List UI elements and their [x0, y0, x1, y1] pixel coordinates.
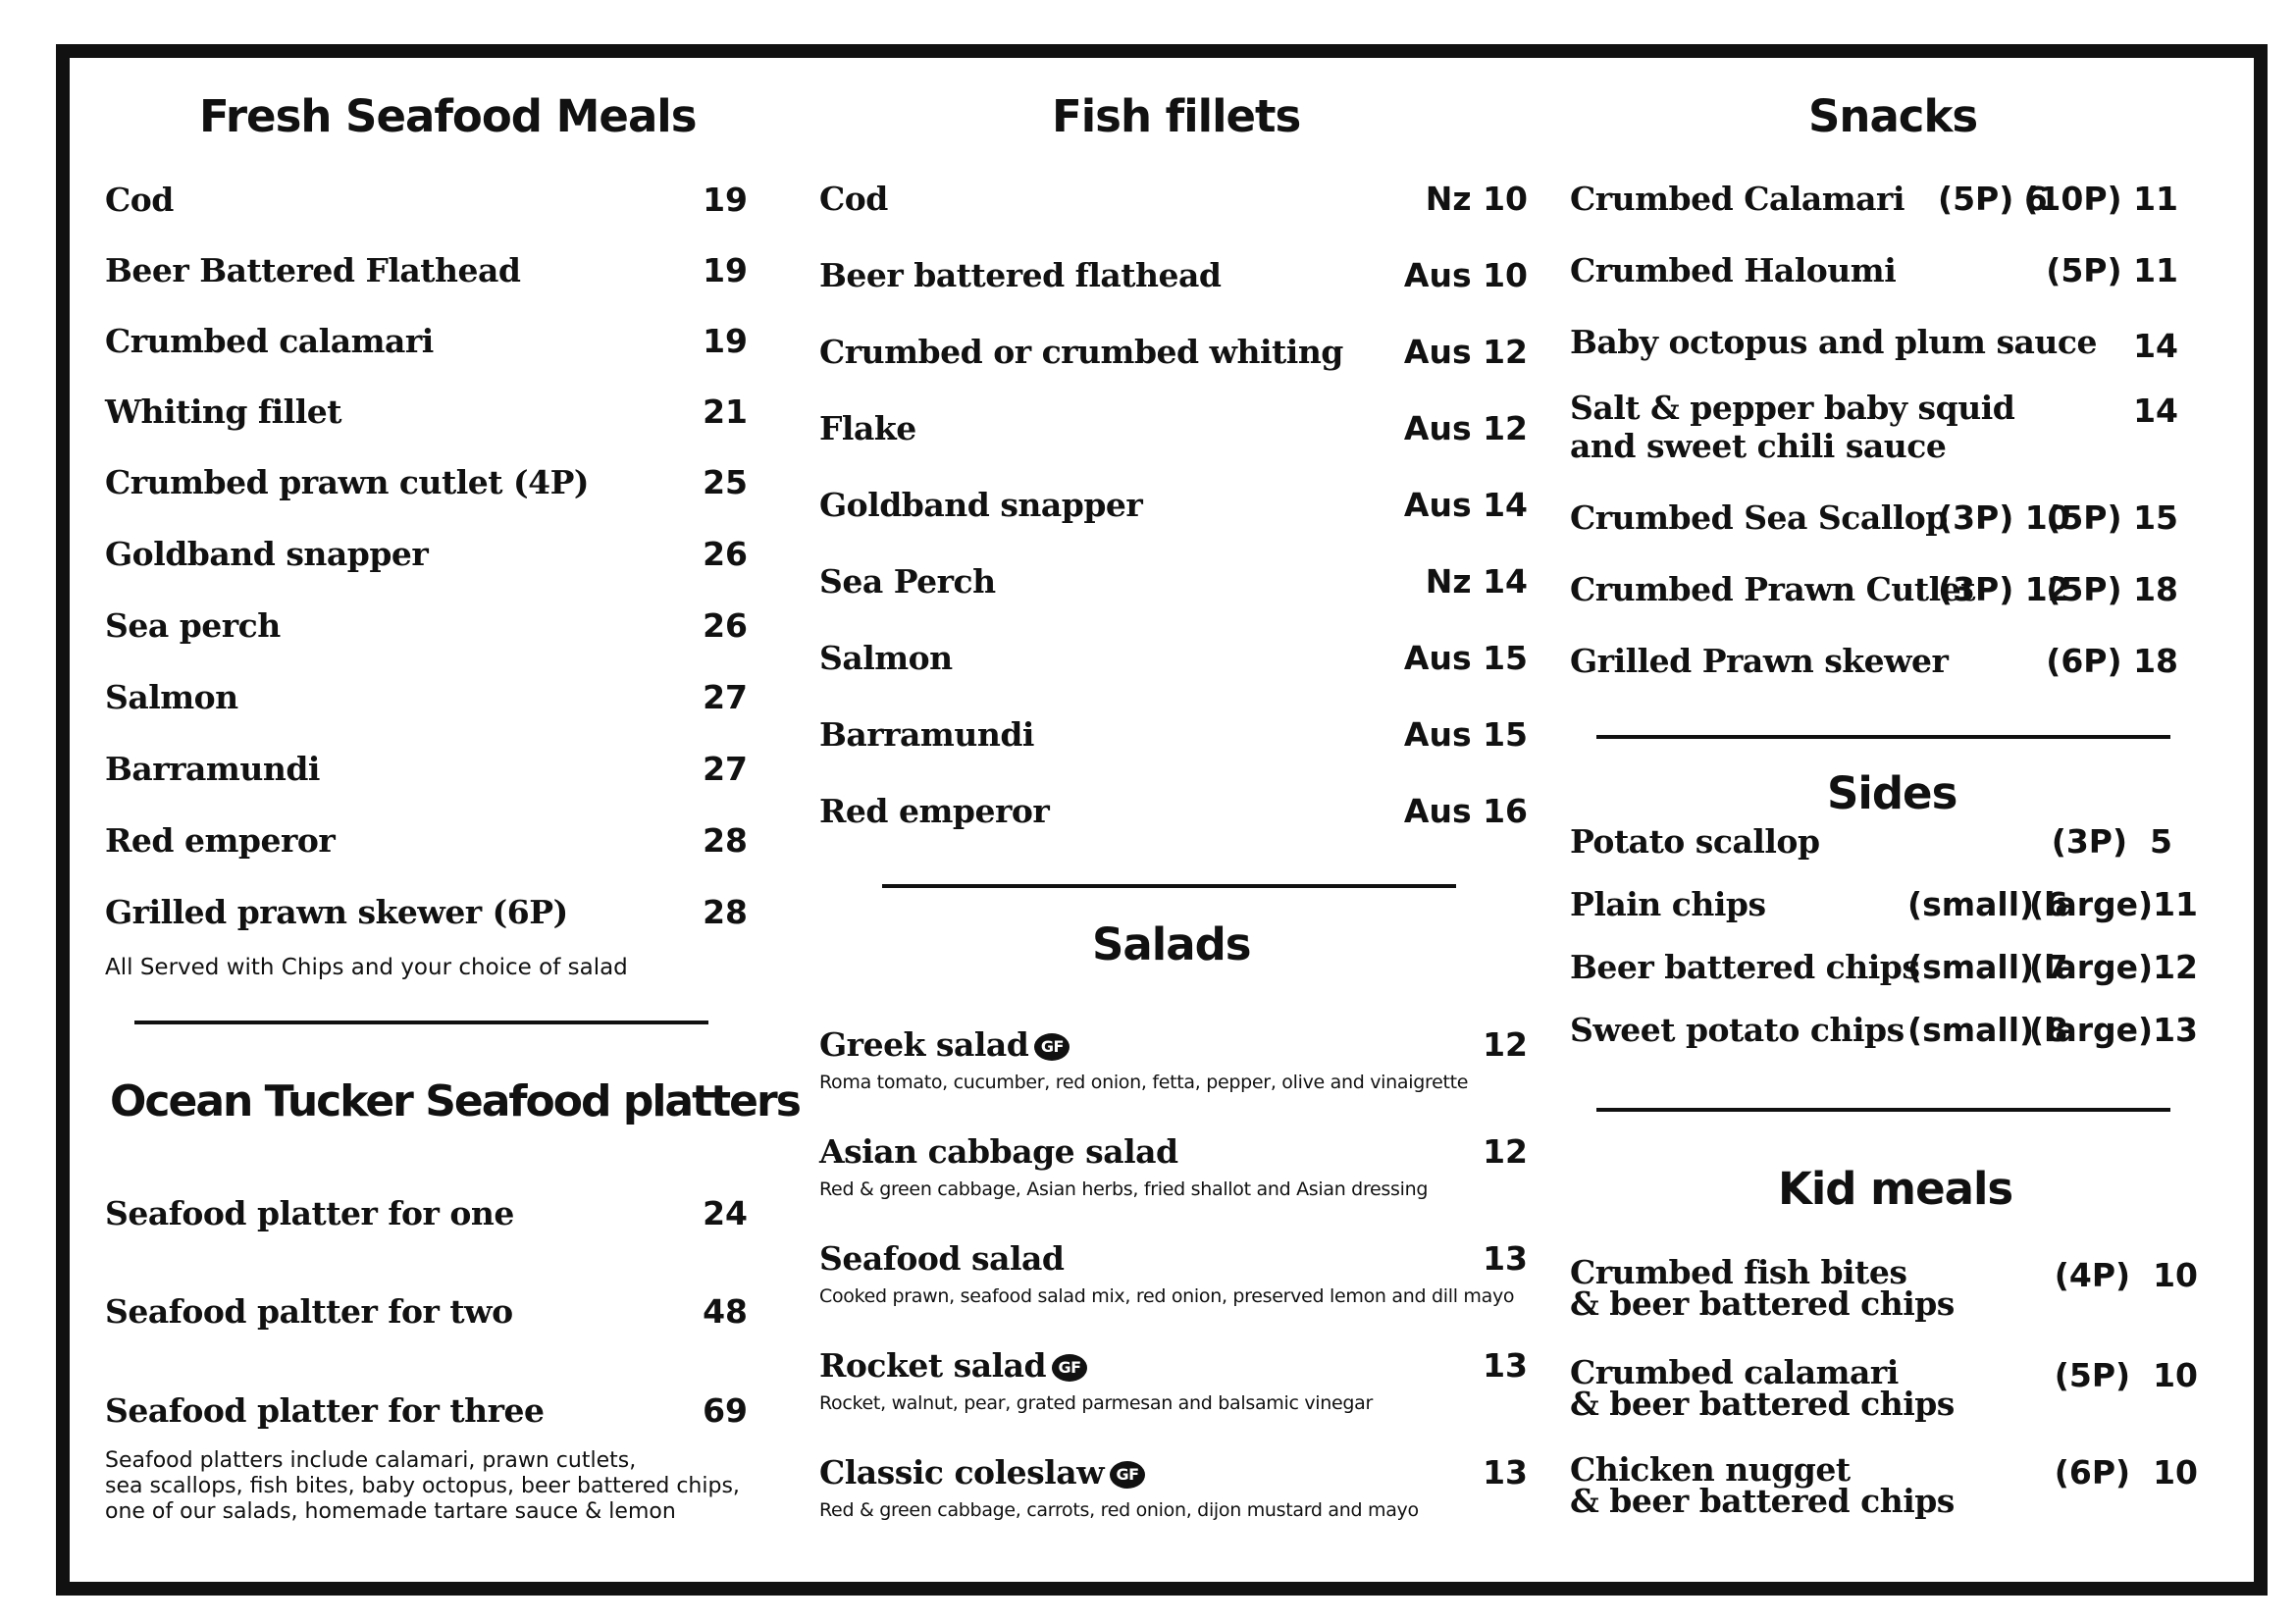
kid-meal-item	[1570, 1253, 2198, 1327]
item-price: Aus 16	[1403, 792, 1528, 830]
item-name: Crumbed or crumbed whiting	[819, 333, 1343, 371]
divider	[134, 1021, 708, 1024]
item-price-small: (small) 7	[1907, 948, 2068, 986]
item-name: Goldband snapper	[105, 535, 429, 573]
side-item	[1570, 1011, 2198, 1060]
menu-item	[819, 715, 1528, 764]
snack-item	[1570, 498, 2178, 548]
divider	[1596, 1108, 2170, 1112]
menu-item	[105, 1391, 748, 1440]
item-name	[819, 1025, 1070, 1064]
item-name: Barramundi	[819, 715, 1034, 754]
menu-item	[105, 1194, 748, 1243]
divider	[882, 884, 1456, 888]
item-price: (6P) 10	[2054, 1453, 2198, 1492]
menu-item	[105, 893, 748, 942]
kid-meal-item	[1570, 1353, 2198, 1427]
item-price-small: (3P) 12	[1938, 570, 2070, 608]
snack-item	[1570, 323, 2178, 372]
item-price: 48	[703, 1292, 748, 1331]
item-price-large: (10P) 11	[2023, 180, 2178, 218]
item-name: Crumbed calamari	[1570, 1353, 1899, 1391]
item-price: 12	[1483, 1132, 1528, 1171]
salad-name: Greek salad	[819, 1025, 1029, 1064]
sides-title: Sides	[1827, 767, 1957, 819]
menu-item	[819, 486, 1528, 535]
salad-description: Cooked prawn, seafood salad mix, red onion, preserved lemon and dill mayo	[819, 1285, 1515, 1307]
item-price: Aus 15	[1403, 715, 1528, 754]
item-price: 14	[2133, 392, 2178, 430]
item-name: Crumbed Sea Scallop	[1570, 498, 1948, 537]
item-price: 28	[703, 821, 748, 860]
item-price-small: (3P) 10	[1938, 498, 2070, 537]
item-price: 69	[703, 1391, 748, 1430]
item-price: Aus 15	[1403, 639, 1528, 677]
item-price-large: (large)11	[2029, 885, 2198, 923]
menu-item	[105, 750, 748, 799]
item-price: (5P) 11	[2046, 251, 2178, 289]
salad-name: Classic coleslaw	[819, 1453, 1104, 1492]
item-price-small: (small) 8	[1907, 1011, 2068, 1049]
item-price: 24	[703, 1194, 748, 1232]
item-price: 19	[703, 322, 748, 360]
item-name: Sea Perch	[819, 562, 996, 601]
salad-description: Roma tomato, cucumber, red onion, fetta, pepper, olive and vinaigrette	[819, 1072, 1469, 1093]
item-price: Nz 14	[1425, 562, 1528, 601]
item-name: Red emperor	[819, 792, 1050, 830]
snack-item	[1570, 251, 2178, 300]
item-name: Baby octopus and plum sauce	[1570, 323, 2097, 361]
salads-title: Salads	[1092, 918, 1251, 970]
item-price-large: (5P) 15	[2046, 498, 2178, 537]
item-name: Salmon	[819, 639, 953, 677]
item-name-line2: & beer battered chips	[1570, 1482, 1955, 1520]
salad-item	[819, 1239, 1528, 1288]
menu-item	[819, 639, 1528, 688]
menu-item	[819, 256, 1528, 305]
item-name: Asian cabbage salad	[819, 1132, 1178, 1171]
platters-title: Ocean Tucker Seafood platters	[110, 1076, 800, 1126]
item-name: Seafood salad	[819, 1239, 1065, 1278]
item-price-small: (5P) 6	[1938, 180, 2048, 218]
item-price: Aus 12	[1403, 409, 1528, 447]
item-name-line2: & beer battered chips	[1570, 1284, 1955, 1323]
item-price: 25	[703, 463, 748, 501]
item-name	[819, 1453, 1145, 1492]
item-name: Sea perch	[105, 606, 281, 645]
item-price: 13	[1483, 1346, 1528, 1385]
menu-item	[105, 181, 748, 230]
item-name-line2: & beer battered chips	[1570, 1385, 1955, 1423]
menu-item	[819, 792, 1528, 841]
item-name: Crumbed calamari	[105, 322, 434, 360]
menu-item	[105, 535, 748, 584]
item-name: Red emperor	[105, 821, 336, 860]
item-name: Goldband snapper	[819, 486, 1143, 524]
item-name: Crumbed Calamari	[1570, 180, 1905, 218]
item-name-line2: and sweet chili sauce	[1570, 427, 1947, 465]
item-price: (3P) 5	[2051, 822, 2172, 861]
menu-item	[105, 322, 748, 371]
menu-item	[819, 333, 1528, 382]
item-price: 21	[703, 393, 748, 431]
item-name: Barramundi	[105, 750, 320, 788]
fresh-note: All Served with Chips and your choice of salad	[105, 955, 628, 980]
item-price: 13	[1483, 1239, 1528, 1278]
fresh-seafood-title: Fresh Seafood Meals	[199, 90, 697, 142]
menu-item	[105, 463, 748, 512]
item-name: Flake	[819, 409, 916, 447]
item-name: Plain chips	[1570, 885, 1766, 923]
item-price: Aus 14	[1403, 486, 1528, 524]
kid-meal-item	[1570, 1450, 2198, 1524]
snack-item	[1570, 642, 2178, 691]
item-name: Beer battered chips	[1570, 948, 1920, 986]
item-price: 19	[703, 251, 748, 289]
item-price: Aus 12	[1403, 333, 1528, 371]
item-price: 27	[703, 750, 748, 788]
item-name: Potato scallop	[1570, 822, 1820, 861]
item-name: Salt & pepper baby squid	[1570, 389, 2015, 427]
item-name: Crumbed Haloumi	[1570, 251, 1897, 289]
item-price: 28	[703, 893, 748, 931]
item-name: Seafood paltter for two	[105, 1292, 513, 1331]
salad-description: Red & green cabbage, Asian herbs, fried shallot and Asian dressing	[819, 1178, 1429, 1200]
item-name: Grilled prawn skewer (6P)	[105, 893, 568, 931]
salad-item	[819, 1132, 1528, 1181]
item-name: Sweet potato chips	[1570, 1011, 1905, 1049]
item-name: Salmon	[105, 678, 238, 716]
item-name: Seafood platter for one	[105, 1194, 514, 1232]
salad-item	[819, 1346, 1528, 1395]
item-name: Whiting fillet	[105, 393, 341, 431]
side-item	[1570, 885, 2198, 934]
menu-item	[105, 393, 748, 442]
item-name	[819, 1346, 1087, 1385]
item-price: (5P) 10	[2054, 1356, 2198, 1394]
menu-item	[105, 251, 748, 300]
salad-description: Rocket, walnut, pear, grated parmesan and balsamic vinegar	[819, 1392, 1374, 1414]
item-name: Crumbed prawn cutlet (4P)	[105, 463, 590, 501]
item-name: Beer battered flathead	[819, 256, 1222, 294]
item-price: 13	[1483, 1453, 1528, 1492]
menu-item	[819, 562, 1528, 611]
item-price: (4P) 10	[2054, 1256, 2198, 1294]
platters-note-line: Seafood platters include calamari, prawn cutlets,	[105, 1448, 637, 1473]
gluten-free-icon: GF	[1110, 1461, 1145, 1489]
snack-item	[1570, 180, 2178, 229]
salad-name: Rocket salad	[819, 1346, 1047, 1385]
divider	[1596, 735, 2170, 739]
salad-item	[819, 1025, 1528, 1074]
item-name: Grilled Prawn skewer	[1570, 642, 1949, 680]
gluten-free-icon: GF	[1034, 1033, 1070, 1061]
platters-note-line: one of our salads, homemade tartare sauce & lemon	[105, 1499, 676, 1524]
menu-item	[819, 409, 1528, 458]
snack-item	[1570, 570, 2178, 619]
item-price: 26	[703, 535, 748, 573]
item-price: 14	[2133, 327, 2178, 365]
item-price: 19	[703, 181, 748, 219]
menu-item	[105, 678, 748, 727]
item-price: 27	[703, 678, 748, 716]
item-name: Beer Battered Flathead	[105, 251, 521, 289]
item-price-small: (small) 6	[1907, 885, 2068, 923]
item-name: Cod	[819, 180, 888, 218]
platters-note-line: sea scallops, fish bites, baby octopus, beer battered chips,	[105, 1474, 740, 1498]
item-name: Crumbed Prawn Cutlet	[1570, 570, 1975, 608]
salad-item	[819, 1453, 1528, 1502]
menu-item	[105, 606, 748, 655]
snack-item	[1570, 389, 2178, 480]
item-name: Crumbed fish bites	[1570, 1253, 1907, 1291]
item-price: Nz 10	[1425, 180, 1528, 218]
item-price-large: (5P) 18	[2046, 570, 2178, 608]
item-price: (6P) 18	[2046, 642, 2178, 680]
fish-fillets-title: Fish fillets	[1052, 90, 1301, 142]
item-name: Cod	[105, 181, 174, 219]
side-item	[1570, 822, 2198, 871]
kid-meals-title: Kid meals	[1778, 1163, 2013, 1215]
menu-item	[105, 821, 748, 870]
item-price: Aus 10	[1403, 256, 1528, 294]
item-price: 12	[1483, 1025, 1528, 1064]
side-item	[1570, 948, 2198, 997]
item-name: Chicken nugget	[1570, 1450, 1851, 1489]
item-price-large: (large)13	[2029, 1011, 2198, 1049]
item-name: Seafood platter for three	[105, 1391, 545, 1430]
menu-item	[105, 1292, 748, 1341]
menu-item	[819, 180, 1528, 229]
salad-description: Red & green cabbage, carrots, red onion, dijon mustard and mayo	[819, 1499, 1419, 1521]
item-price-large: (large)12	[2029, 948, 2198, 986]
item-price: 26	[703, 606, 748, 645]
gluten-free-icon: GF	[1052, 1354, 1087, 1382]
snacks-title: Snacks	[1808, 90, 1978, 142]
